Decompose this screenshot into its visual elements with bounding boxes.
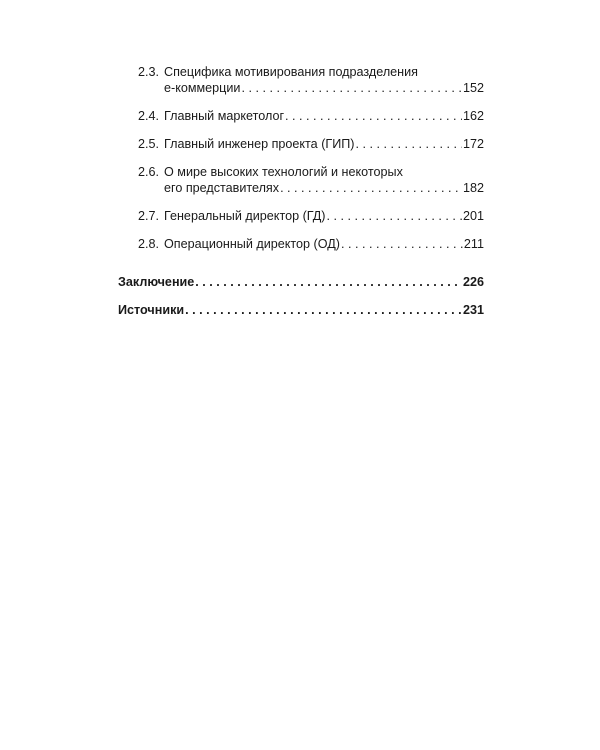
toc-entry-number: 2.7. xyxy=(138,209,160,223)
toc-entry-page: 152 xyxy=(462,81,484,95)
table-of-contents xyxy=(118,64,484,318)
toc-entry-leader-line xyxy=(164,208,484,224)
toc-entry-page: 172 xyxy=(462,137,484,151)
toc-entry-number: 2.3. xyxy=(138,65,160,79)
toc-entry-number: 2.6. xyxy=(138,165,160,179)
toc-entry-2-7 xyxy=(118,208,484,224)
dot-leader xyxy=(341,236,463,252)
toc-entry-page: 201 xyxy=(462,209,484,223)
toc-entry-2-3 xyxy=(118,64,484,96)
toc-entry-leader-line xyxy=(118,274,484,290)
toc-entry-page: 211 xyxy=(463,237,484,251)
dot-leader xyxy=(285,108,462,124)
toc-entry-title-line1: Специфика мотивирования подразделения xyxy=(164,65,418,79)
toc-entry-conclusion xyxy=(118,274,484,290)
toc-entry-leader-line xyxy=(164,180,484,196)
toc-entry-leader-line xyxy=(164,236,484,252)
toc-entry-leader-line xyxy=(118,302,484,318)
toc-entry-2-4 xyxy=(118,108,484,124)
toc-entry-number: 2.8. xyxy=(138,237,160,251)
toc-entry-title: Заключение xyxy=(118,275,195,289)
toc-entry-2-8 xyxy=(118,236,484,252)
toc-entry-title: Операционный директор (ОД) xyxy=(164,237,340,251)
dot-leader xyxy=(241,80,462,96)
toc-entry-leader-line xyxy=(164,136,484,152)
toc-entry-page: 162 xyxy=(462,109,484,123)
toc-entry-leader-line xyxy=(164,80,484,96)
toc-entry-title: Главный инженер проекта (ГИП) xyxy=(164,137,355,151)
toc-entry-title: его представителях xyxy=(164,181,280,195)
toc-entry-leader-line xyxy=(164,108,484,124)
dot-leader xyxy=(356,136,462,152)
toc-entry-page: 182 xyxy=(462,181,484,195)
dot-leader xyxy=(185,302,462,318)
toc-entry-title-line1: О мире высоких технологий и некоторых xyxy=(164,165,403,179)
toc-entry-number: 2.4. xyxy=(138,109,160,123)
toc-entry-page: 231 xyxy=(462,303,484,317)
toc-entry-title: е-коммерции xyxy=(164,81,241,95)
dot-leader xyxy=(195,274,462,290)
toc-entry-title: Главный маркетолог xyxy=(164,109,285,123)
toc-entry-number: 2.5. xyxy=(138,137,160,151)
toc-entry-title: Источники xyxy=(118,303,185,317)
dot-leader xyxy=(326,208,462,224)
toc-entry-2-5 xyxy=(118,136,484,152)
dot-leader xyxy=(280,180,462,196)
toc-entry-title: Генеральный директор (ГД) xyxy=(164,209,326,223)
toc-entry-page: 226 xyxy=(462,275,484,289)
toc-entry-sources xyxy=(118,302,484,318)
toc-entry-2-6 xyxy=(118,164,484,196)
